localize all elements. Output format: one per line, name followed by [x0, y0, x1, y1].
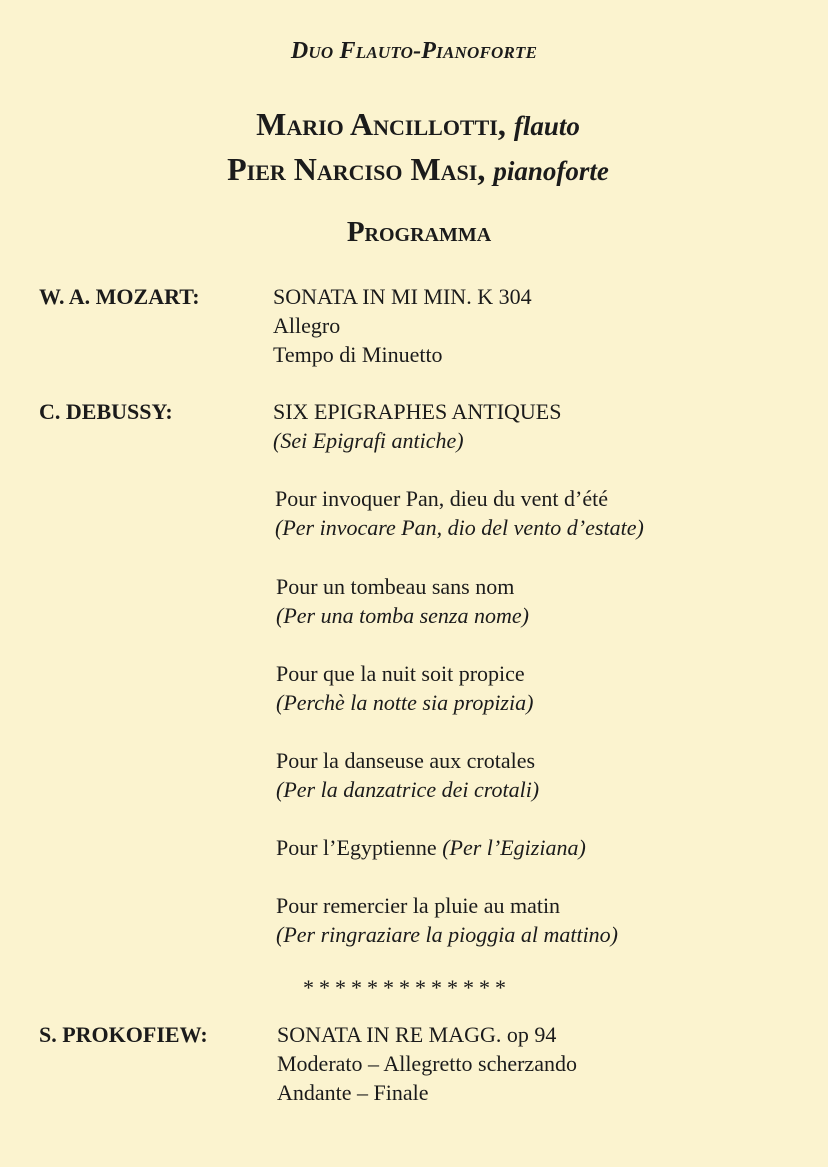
composer-mozart: W. A. MOZART:	[39, 284, 200, 309]
work-title: SIX EPIGRAPHES ANTIQUES	[273, 399, 562, 424]
performer-piano	[0, 151, 828, 189]
piece-title-it: (Per l’Egiziana)	[442, 835, 586, 860]
work-prokofiev	[277, 1020, 577, 1107]
piece-title-fr: Pour remercier la pluie au matin	[276, 893, 561, 918]
work-title: SONATA IN MI MIN. K 304	[273, 284, 532, 309]
list-item	[276, 659, 533, 717]
piece-title-fr: Pour un tombeau sans nom	[276, 574, 515, 599]
movement: Andante – Finale	[277, 1080, 429, 1105]
composer-prokofiev: S. PROKOFIEW:	[39, 1022, 208, 1047]
performer-instrument: flauto	[513, 111, 580, 141]
piece-title-it: (Per una tomba senza nome)	[276, 603, 529, 628]
piece-title-it: (Per ringraziare la pioggia al mattino)	[276, 922, 619, 947]
movement: Allegro	[273, 313, 341, 338]
list-item	[276, 833, 586, 862]
work-title-translation: (Sei Epigrafi antiche)	[273, 428, 464, 453]
work-title: SONATA IN RE MAGG. op 94	[277, 1022, 557, 1047]
movement: Tempo di Minuetto	[273, 342, 443, 367]
performer-instrument: pianoforte	[493, 156, 609, 186]
work-debussy-title	[273, 397, 561, 455]
piece-title-it: (Perchè la notte sia propizia)	[276, 690, 534, 715]
list-item	[276, 746, 539, 804]
separator-stars: *************	[303, 975, 511, 1000]
list-item	[276, 891, 618, 949]
piece-title-fr: Pour invoquer Pan, dieu du vent d’été	[275, 486, 608, 511]
performer-flute	[0, 106, 828, 144]
list-item	[275, 484, 644, 542]
piece-title-fr: Pour l’Egyptienne	[276, 835, 437, 860]
program-heading: Programma	[346, 216, 492, 248]
work-mozart	[273, 282, 532, 369]
performer-name: Pier Narciso Masi,	[227, 151, 486, 187]
piece-title-fr: Pour que la nuit soit propice	[276, 661, 525, 686]
list-item	[276, 572, 529, 630]
movement: Moderato – Allegretto scherzando	[277, 1051, 577, 1076]
piece-title-it: (Per la danzatrice dei crotali)	[276, 777, 540, 802]
performer-name: Mario Ancillotti,	[256, 106, 506, 142]
composer-debussy: C. DEBUSSY:	[39, 399, 173, 424]
piece-title-fr: Pour la danseuse aux crotales	[276, 748, 536, 773]
piece-title-it: (Per invocare Pan, dio del vento d’estate)	[275, 515, 644, 540]
concert-subtitle: Duo Flauto-Pianoforte	[290, 38, 538, 64]
